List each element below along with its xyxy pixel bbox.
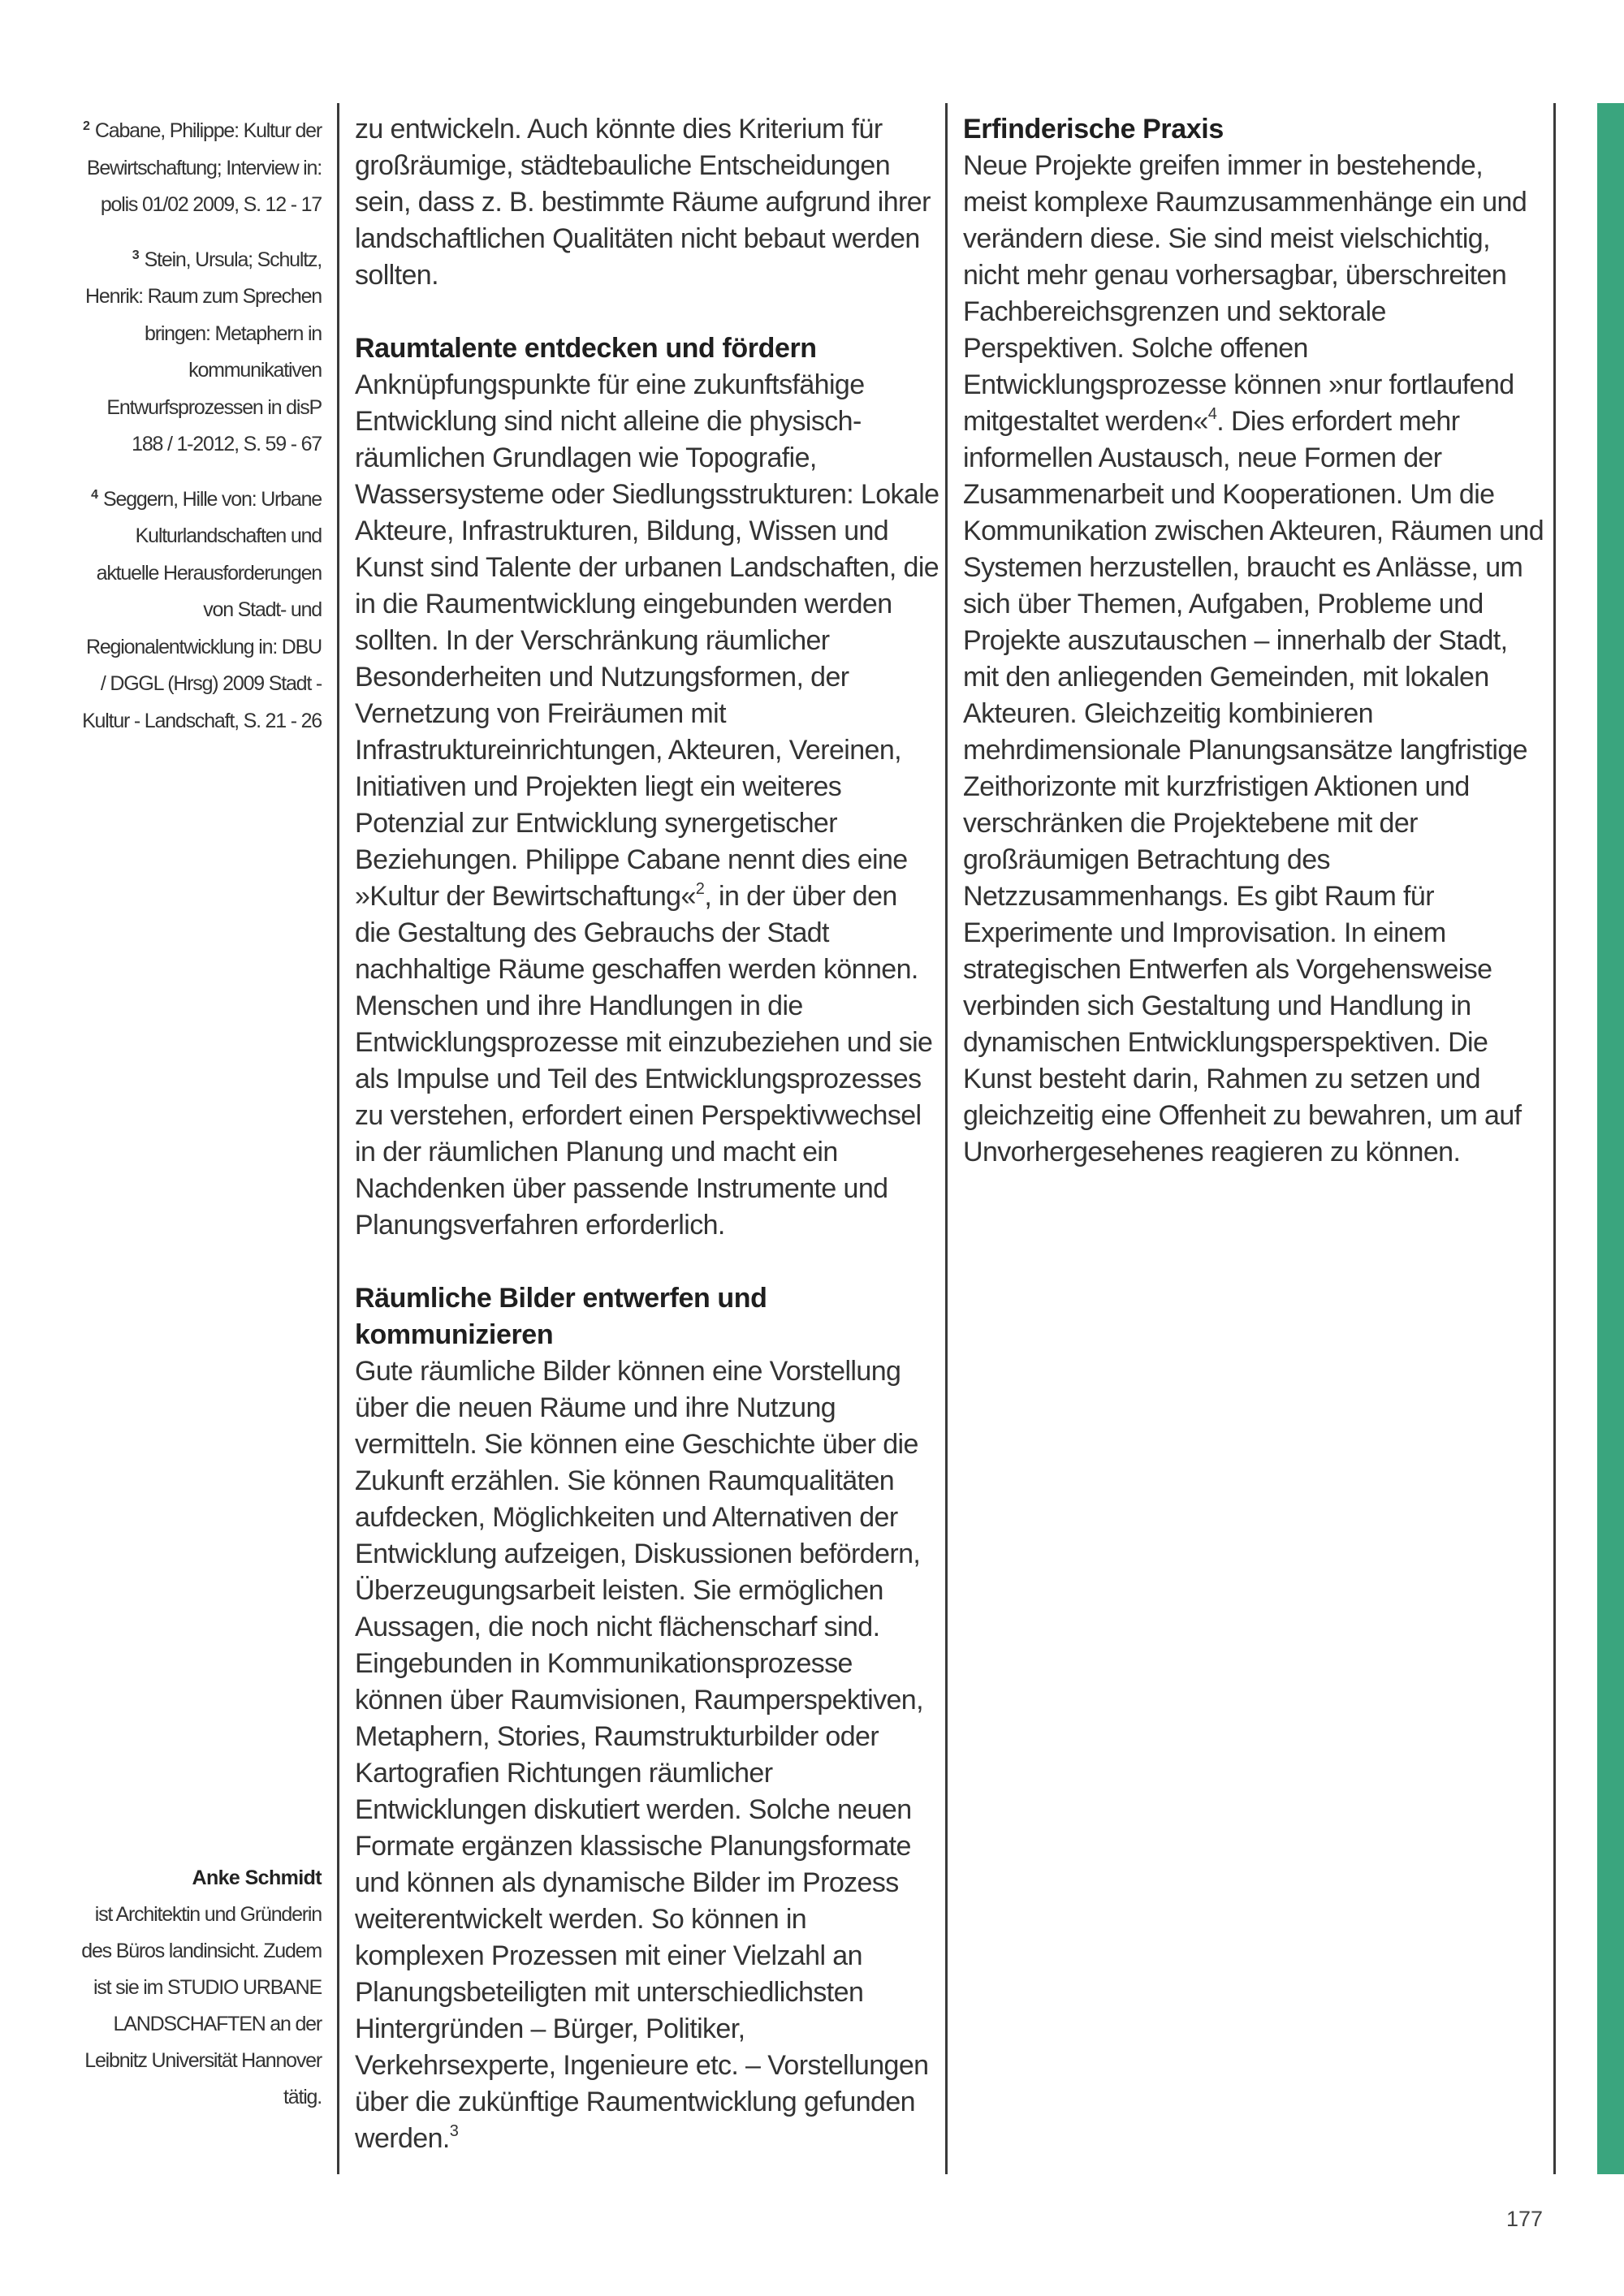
footnote-4 [78, 481, 322, 740]
footnote-text: Cabane, Philippe: Kultur der Bewirtschaftung; Interview in: polis 01/02 2009, S. 12 - 17 [86, 119, 322, 216]
intro-paragraph: zu entwickeln. Auch könnte dies Kriterium für großräumige, städtebauliche Entscheidungen sein, dass z. B. bestimmte Räume aufgrund ihrer landschaftlichen Qualitäten nicht bebaut werden sollten. [355, 114, 931, 291]
author-description: ist Architektin und Gründerin des Büros landinsicht. Zudem ist sie im STUDIO URBANE LANDSCHAFTEN an der Leibnitz Universität Hannover tätig. [81, 1903, 322, 2108]
footnote-text: Stein, Ursula; Schultz, Henrik: Raum zum Sprechen bringen: Metaphern in kommunikativen Entwurfsprozessen in disP 188 / 1-2012, S. 59 - 67 [85, 248, 322, 455]
section-heading-raeumliche-bilder: Räumliche Bilder entwerfen und kommunizieren [355, 1283, 767, 1350]
column-divider-left [337, 103, 339, 2174]
footnote-ref-3: 3 [449, 2122, 459, 2140]
footnote-number: 3 [132, 248, 140, 262]
footnote-2 [78, 113, 322, 224]
article-column-2 [963, 111, 1548, 1171]
page-number: 177 [1505, 2207, 1543, 2231]
column-divider-right [1553, 103, 1556, 2174]
section-paragraph-erfinderische-praxis: Neue Projekte greifen immer in bestehende, meist komplexe Raumzusammenhänge ein und verändern diese. Sie sind meist vielschichtig, nicht mehr genau vorhersagbar, überschreiten Fachbereichsgrenzen und sektorale Perspektiven. Solche offenen Entwicklungsprozesse können »nur fortlaufend mitgestaltet werden«$^4$. Dies erfordert mehr informellen Austausch, neue Formen der Zusammenarbeit und Kooperationen. Um die Kommunikation zwischen Akteuren, Räumen und Systemen herzustellen, braucht es Anlässe, um sich über Themen, Aufgaben, Probleme und Projekte auszutauschen – innerhalb der Stadt, mit den anliegenden Gemeinden, mit lokalen Akteuren. Gleichzeitig kombinieren mehrdimensionale Planungsansätze langfristige Zeithorizonte mit kurzfristigen Aktionen und verschränken die Projektebene mit der großräumigen Betrachtung des Netzzusammenhangs. Es gibt Raum für Experimente und Improvisation. In einem strategischen Entwerfen als Vorgehensweise verbinden sich Gestaltung und Handlung in dynamischen Entwicklungsperspektiven. Die Kunst besteht darin, Rahmen zu setzen und gleichzeitig eine Offenheit zu bewahren, um auf Unvorhergesehenes reagieren zu können. [963, 150, 1544, 1167]
footnote-number: 4 [91, 487, 99, 502]
section-heading-erfinderische-praxis: Erfinderische Praxis [963, 114, 1224, 145]
article-column-1 [355, 111, 939, 2157]
author-bio [78, 1860, 322, 2116]
footnote-text: Seggern, Hille von: Urbane Kulturlandschaften und aktuelle Herausforderungen von Stadt- und Regionalentwicklung in: DBU / DGGL (Hrsg) 2009 Stadt - Kultur - Landschaft, S. 21 - 26 [82, 487, 322, 732]
footnote-3 [78, 242, 322, 464]
footnotes [78, 113, 322, 757]
section-paragraph-raeumliche-bilder: Gute räumliche Bilder können eine Vorstellung über die neuen Räume und ihre Nutzung vermitteln. Sie können eine Geschichte über die Zukunft erzählen. Sie können Raumqualitäten aufdecken, Möglichkeiten und Alternativen der Entwicklung aufzeigen, Diskussionen befördern, Überzeugungsarbeit leisten. Sie ermöglichen Aussagen, die noch nicht flächenscharf sind. Eingebunden in Kommunikationsprozesse können über Raumvisionen, Raumperspektiven, Metaphern, Stories, Raumstrukturbilder oder Kartografien Richtungen räumlicher Entwicklungen diskutiert werden. Solche neuen Formate ergänzen klassische Planungsformate und können als dynamische Bilder im Prozess weiterentwickelt werden. So können in komplexen Prozessen mit einer Vielzahl an Planungsbeteiligten mit unterschiedlichsten Hintergründen – Bürger, Politiker, Verkehrsexperte, Ingenieure etc. – Vorstellungen über die zukünftige Raumentwicklung gefunden werden.$^3$ [355, 1356, 929, 2154]
footnote-ref-4: 4 [1207, 405, 1217, 423]
footnote-number: 2 [82, 119, 90, 133]
section-heading-raumtalente: Raumtalente entdecken und fördern [355, 333, 817, 364]
column-divider-middle [945, 103, 948, 2174]
section-paragraph-raumtalente: Anknüpfungspunkte für eine zukunftsfähige Entwicklung sind nicht alleine die physisch-räumlichen Grundlagen wie Topografie, Wassersysteme oder Siedlungsstrukturen: Lokale Akteure, Infrastrukturen, Bildung, Wissen und Kunst sind Talente der urbanen Landschaften, die in die Raumentwicklung eingebunden werden sollten. In der Verschränkung räumlicher Besonderheiten und Nutzungsformen, der Vernetzung von Freiräumen mit Infrastruktureinrichtungen, Akteuren, Vereinen, Initiativen und Projekten liegt ein weiteres Potenzial zur Entwicklung synergetischer Beziehungen. Philippe Cabane nennt dies eine »Kultur der Bewirtschaftung«$^2$, in der über den die Gestaltung des Gebrauchs der Stadt nachhaltige Räume geschaffen werden können. Menschen und ihre Handlungen in die Entwicklungsprozesse mit einzubeziehen und sie als Impulse und Teil des Entwicklungsprozesses zu verstehen, erfordert einen Perspektivwechsel in der räumlichen Planung und macht ein Nachdenken über passende Instrumente und Planungsverfahren erforderlich. [355, 369, 939, 1241]
footnote-ref-2: 2 [695, 880, 705, 898]
accent-stripe [1597, 103, 1624, 2174]
author-name: Anke Schmidt [192, 1867, 322, 1889]
